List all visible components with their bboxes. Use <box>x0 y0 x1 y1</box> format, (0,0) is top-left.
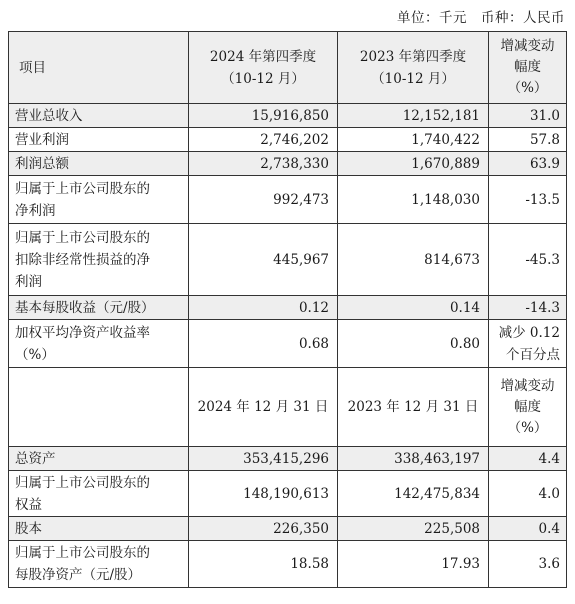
financial-table-body <box>9 32 567 588</box>
header-item: 项目 <box>9 32 189 104</box>
financial-table <box>8 31 567 588</box>
value-2023-cell: 1,670,889 <box>338 152 489 176</box>
value-2023-cell: 814,673 <box>338 224 489 296</box>
table-row <box>9 517 567 541</box>
value-2023-cell: 1,740,422 <box>338 128 489 152</box>
value-2024-cell: 15,916,850 <box>189 104 338 128</box>
change-cell: 3.6 <box>489 541 567 588</box>
header-change: 增减变动 幅度 （%） <box>489 32 567 104</box>
table-row <box>9 176 567 224</box>
table-row <box>9 224 567 296</box>
change-cell: 31.0 <box>489 104 567 128</box>
item-cell: 营业总收入 <box>9 104 189 128</box>
value-2023-cell: 17.93 <box>338 541 489 588</box>
change-cell: 减少 0.12 个百分点 <box>489 320 567 368</box>
item-cell: 归属于上市公司股东的 净利润 <box>9 176 189 224</box>
change-cell: -13.5 <box>489 176 567 224</box>
item-cell: 利润总额 <box>9 152 189 176</box>
change-cell: 4.0 <box>489 471 567 517</box>
item-cell: 加权平均净资产收益率 （%） <box>9 320 189 368</box>
value-2024-cell: 353,415,296 <box>189 447 338 471</box>
change-cell: 57.8 <box>489 128 567 152</box>
table-row <box>9 320 567 368</box>
change-cell: 0.4 <box>489 517 567 541</box>
header-2024-q4: 2024 年第四季度 （10-12 月） <box>189 32 338 104</box>
header-2023-q4: 2023 年第四季度 （10-12 月） <box>338 32 489 104</box>
item-cell: 总资产 <box>9 447 189 471</box>
change-cell: 63.9 <box>489 152 567 176</box>
quarterly-header-row <box>9 32 567 104</box>
value-2024-cell: 2,746,202 <box>189 128 338 152</box>
value-2023-cell: 0.80 <box>338 320 489 368</box>
table-row <box>9 128 567 152</box>
value-2023-cell: 338,463,197 <box>338 447 489 471</box>
value-2023-cell: 225,508 <box>338 517 489 541</box>
header-change-balance: 增减变动 幅度 （%） <box>489 368 567 447</box>
value-2023-cell: 1,148,030 <box>338 176 489 224</box>
value-2024-cell: 226,350 <box>189 517 338 541</box>
balance-header-row <box>9 368 567 447</box>
value-2024-cell: 0.12 <box>189 296 338 320</box>
table-row <box>9 104 567 128</box>
change-cell: -14.3 <box>489 296 567 320</box>
header-2023-12-31: 2023 年 12 月 31 日 <box>338 368 489 447</box>
value-2024-cell: 992,473 <box>189 176 338 224</box>
item-cell: 营业利润 <box>9 128 189 152</box>
value-2024-cell: 2,738,330 <box>189 152 338 176</box>
value-2024-cell: 18.58 <box>189 541 338 588</box>
item-cell: 基本每股收益（元/股） <box>9 296 189 320</box>
value-2024-cell: 0.68 <box>189 320 338 368</box>
item-cell: 股本 <box>9 517 189 541</box>
change-cell: 4.4 <box>489 447 567 471</box>
value-2023-cell: 142,475,834 <box>338 471 489 517</box>
table-row <box>9 447 567 471</box>
table-row <box>9 152 567 176</box>
value-2024-cell: 445,967 <box>189 224 338 296</box>
value-2024-cell: 148,190,613 <box>189 471 338 517</box>
value-2023-cell: 0.14 <box>338 296 489 320</box>
table-row <box>9 541 567 588</box>
value-2023-cell: 12,152,181 <box>338 104 489 128</box>
item-cell: 归属于上市公司股东的 权益 <box>9 471 189 517</box>
change-cell: -45.3 <box>489 224 567 296</box>
unit-note: 单位：千元 币种：人民币 <box>397 10 565 26</box>
item-cell: 归属于上市公司股东的 扣除非经常性损益的净 利润 <box>9 224 189 296</box>
header-2024-12-31: 2024 年 12 月 31 日 <box>189 368 338 447</box>
item-cell: 归属于上市公司股东的 每股净资产（元/股） <box>9 541 189 588</box>
table-row <box>9 471 567 517</box>
header-blank <box>9 368 189 447</box>
table-row <box>9 296 567 320</box>
